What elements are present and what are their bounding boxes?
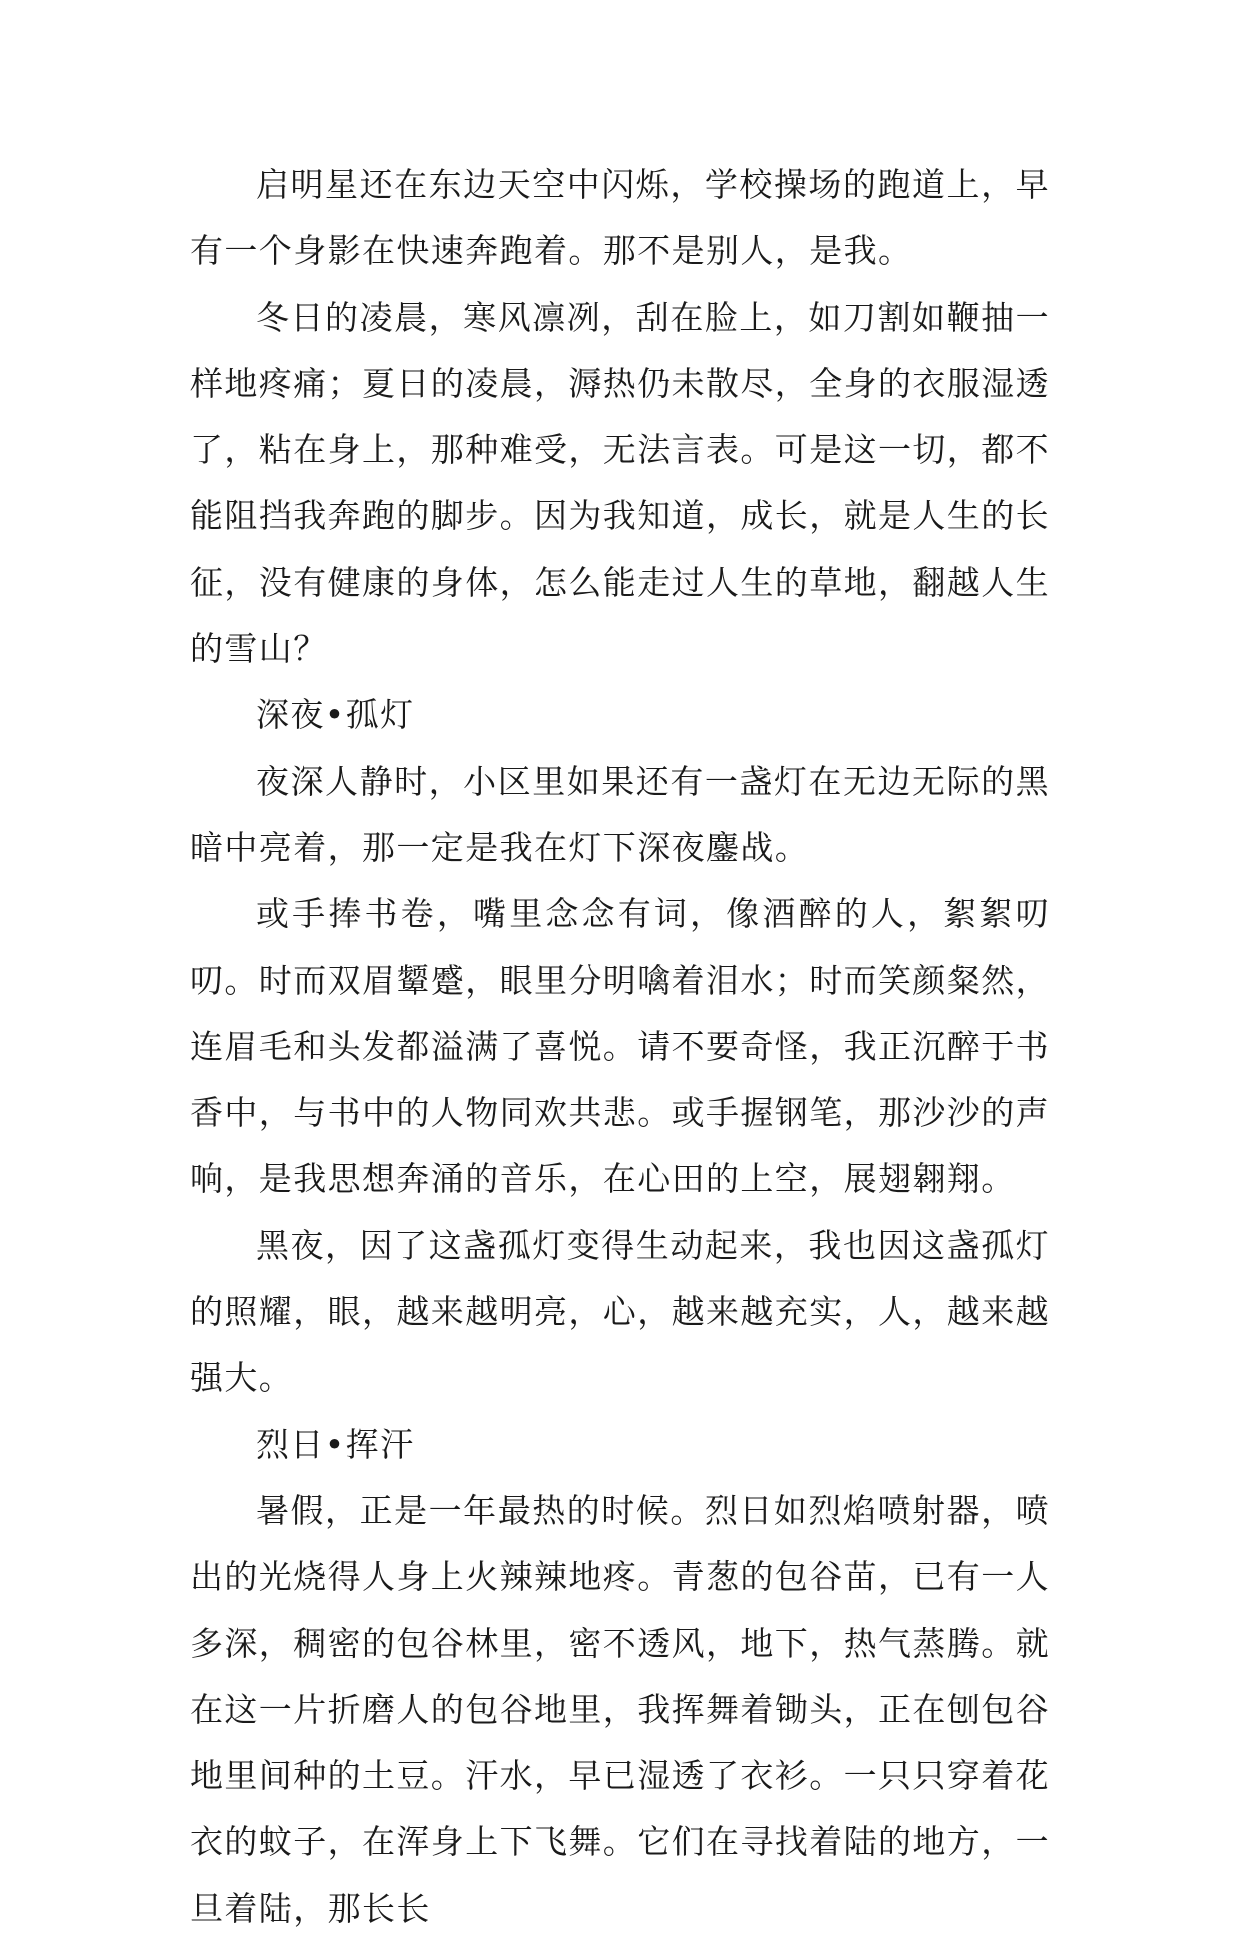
- section-heading-deep-night: 深夜•孤灯: [256, 695, 415, 735]
- paragraph-4: 或手捧书卷，嘴里念念有词，像酒醉的人，絮絮叨叨。时而双眉颦蹙，眼里分明噙着泪水；时而笑颜粲然，连眉毛和头发都溢满了喜悦。请不要奇怪，我正沉醉于书香中，与书中的人物同欢共悲。或手握钢笔，那沙沙的声响，是我思想奔涌的音乐，在心田的上空，展翅翱翔。: [190, 894, 1050, 1199]
- paragraph-1: 启明星还在东边天空中闪烁，学校操场的跑道上，早有一个身影在快速奔跑着。那不是别人，是我。: [190, 165, 1050, 271]
- paragraph-5: 黑夜，因了这盏孤灯变得生动起来，我也因这盏孤灯的照耀，眼，越来越明亮，心，越来越充实，人，越来越强大。: [190, 1225, 1050, 1398]
- paragraph-3: 夜深人静时，小区里如果还有一盏灯在无边无际的黑暗中亮着，那一定是我在灯下深夜鏖战。: [190, 761, 1050, 867]
- section-heading-scorching-sun: 烈日•挥汗: [256, 1424, 415, 1464]
- document-body: [190, 152, 1050, 1942]
- paragraph-6: 暑假，正是一年最热的时候。烈日如烈焰喷射器，喷出的光烧得人身上火辣辣地疼。青葱的包谷苗，已有一人多深，稠密的包谷林里，密不透风，地下，热气蒸腾。就在这一片折磨人的包谷地里，我挥舞着锄头，正在刨包谷地里间种的土豆。汗水，早已湿透了衣衫。一只只穿着花衣的蚊子，在浑身上下飞舞。它们在寻找着陆的地方，一旦着陆，那长长: [190, 1490, 1050, 1928]
- paragraph-2: 冬日的凌晨，寒风凛冽，刮在脸上，如刀割如鞭抽一样地疼痛；夏日的凌晨，溽热仍未散尽，全身的衣服湿透了，粘在身上，那种难受，无法言表。可是这一切，都不能阻挡我奔跑的脚步。因为我知道，成长，就是人生的长征，没有健康的身体，怎么能走过人生的草地，翻越人生的雪山？: [190, 297, 1050, 669]
